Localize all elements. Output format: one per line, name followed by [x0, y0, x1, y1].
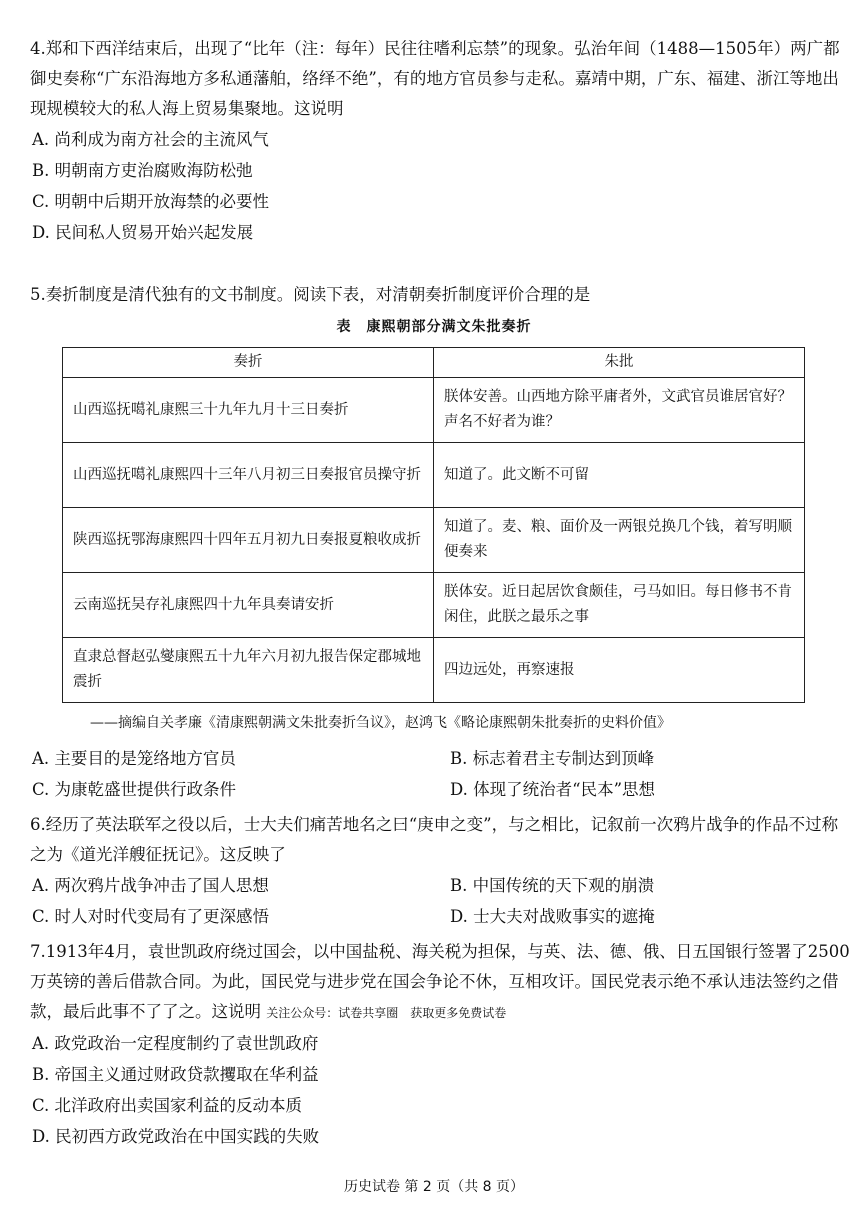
question-7-option-d: D. 民初西方政党政治在中国实践的失败 — [32, 1127, 320, 1146]
table-cell-vermilion: 知道了。麦、粮、面价及一两银兑换几个钱，着写明顺便奏来 — [434, 508, 805, 573]
table-row — [63, 378, 805, 443]
table-header-vermilion: 朱批 — [434, 348, 805, 378]
question-6-option-a: A. 两次鸦片战争冲击了国人思想 — [32, 876, 269, 895]
table-cell-vermilion: 四边远处，再察速报 — [434, 638, 805, 703]
question-5 — [30, 280, 850, 310]
table-cell-memorial: 山西巡抚噶礼康熙四十三年八月初三日奏报官员操守折 — [63, 443, 434, 508]
table-row — [63, 638, 805, 703]
table-cell-memorial: 陕西巡抚鄂海康熙四十四年五月初九日奏报夏粮收成折 — [63, 508, 434, 573]
question-6-option-c: C. 时人对时代变局有了更深感悟 — [32, 907, 270, 926]
question-5-options — [30, 743, 850, 805]
question-4-stem: 4.郑和下西洋结束后，出现了“比年（注：每年）民往往嗜利忘禁”的现象。弘治年间（1488—1505年）两广都御史奏称“广东沿海地方多私通藩舶，络绎不绝”，有的地方官员参与走私。嘉靖中期，广东、福建、浙江等地出现规模较大的私人海上贸易集聚地。这说明 — [30, 39, 840, 118]
table-source: ——摘编自关孝廉《清康熙朝满文朱批奏折刍议》，赵鸿飞《略论康熙朝朱批奏折的史料价值》 — [90, 715, 671, 731]
table-row — [63, 443, 805, 508]
question-5-stem: 5.奏折制度是清代独有的文书制度。阅读下表，对清朝奏折制度评价合理的是 — [30, 285, 591, 304]
question-4-option-b: B. 明朝南方吏治腐败海防松弛 — [32, 161, 253, 180]
wechat-notice: 关注公众号：试卷共享圈 获取更多免费试卷 — [266, 1006, 507, 1020]
table-cell-memorial: 山西巡抚噶礼康熙三十九年九月十三日奏折 — [63, 378, 434, 443]
table-header-memorial: 奏折 — [63, 348, 434, 378]
question-7-option-b: B. 帝国主义通过财政贷款攫取在华利益 — [32, 1065, 319, 1084]
question-4-option-c: C. 明朝中后期开放海禁的必要性 — [32, 192, 270, 211]
question-4-option-d: D. 民间私人贸易开始兴起发展 — [32, 223, 254, 242]
table-cell-vermilion: 知道了。此文断不可留 — [434, 443, 805, 508]
question-4 — [30, 34, 850, 248]
question-7-stem — [30, 937, 850, 1028]
table-row — [63, 508, 805, 573]
question-7-option-a: A. 政党政治一定程度制约了袁世凯政府 — [32, 1034, 319, 1053]
question-6-stem: 6.经历了英法联军之役以后，士大夫们痛苦地名之曰“庚申之变”，与之相比，记叙前一次鸦片战争的作品不过称之为《道光洋艘征抚记》。这反映了 — [30, 815, 839, 864]
question-7 — [30, 937, 850, 1152]
question-4-option-a: A. 尚利成为南方社会的主流风气 — [32, 130, 269, 149]
table-cell-memorial: 直隶总督赵弘燮康熙五十九年六月初九报告保定郡城地震折 — [63, 638, 434, 703]
question-5-option-a: A. 主要目的是笼络地方官员 — [32, 749, 236, 768]
question-7-option-c: C. 北洋政府出卖国家利益的反动本质 — [32, 1096, 303, 1115]
memorial-table — [62, 347, 805, 703]
table-cell-vermilion: 朕体安善。山西地方除平庸者外，文武官员谁居官好？声名不好者为谁？ — [434, 378, 805, 443]
question-6 — [30, 810, 850, 932]
question-5-option-b: B. 标志着君主专制达到顶峰 — [450, 749, 655, 768]
question-6-option-b: B. 中国传统的天下观的崩溃 — [450, 876, 655, 895]
page-footer: 历史试卷 第 2 页（共 8 页） — [343, 1179, 525, 1195]
table-cell-vermilion: 朕体安。近日起居饮食颇佳，弓马如旧。每日修书不肯闲住，此朕之最乐之事 — [434, 573, 805, 638]
table-cell-memorial: 云南巡抚吴存礼康熙四十九年具奏请安折 — [63, 573, 434, 638]
question-6-option-d: D. 士大夫对战败事实的遮掩 — [450, 907, 655, 926]
question-5-option-c: C. 为康乾盛世提供行政条件 — [32, 780, 237, 799]
table-caption: 表 康熙朝部分满文朱批奏折 — [336, 319, 532, 335]
table-row — [63, 573, 805, 638]
question-5-option-d: D. 体现了统治者“民本”思想 — [450, 780, 656, 799]
table-header-row — [63, 348, 805, 378]
question-7-stem-text: 7.1913年4月，袁世凯政府绕过国会，以中国盐税、海关税为担保，与英、法、德、俄、日五国银行签署了2500万英镑的善后借款合同。为此，国民党与进步党在国会争论不休，互相攻讦。国民党表示绝不承认违法签约之借款，最后此事不了了之。这说明 — [30, 942, 850, 1021]
